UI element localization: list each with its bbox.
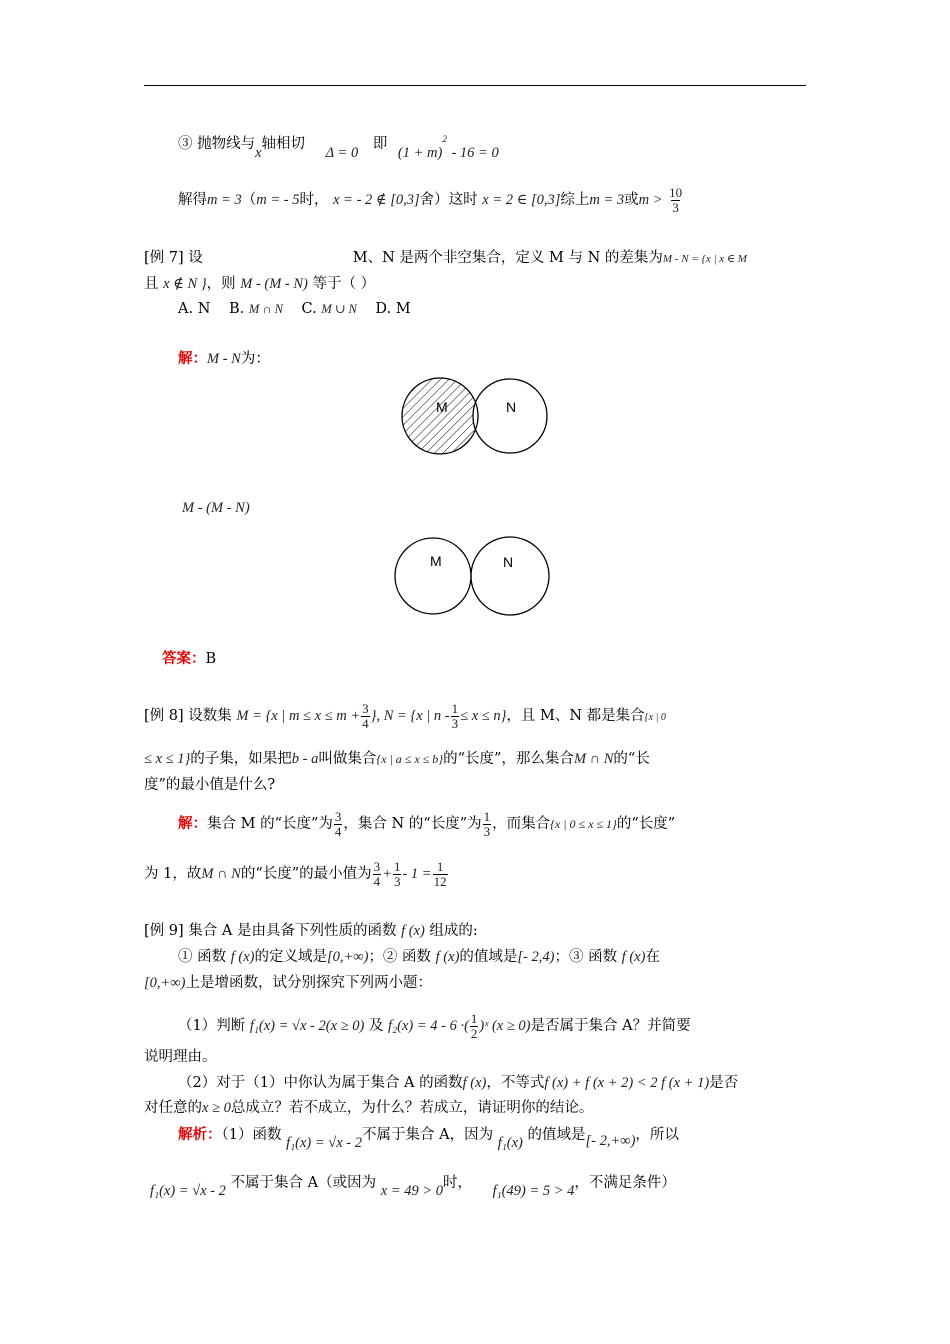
math-expr: M = {x | m ≤ x ≤ m +	[236, 708, 361, 725]
text: 是否属于集合 A？并简要	[530, 1018, 691, 1035]
math-expr: b - a	[291, 751, 319, 767]
example-9-question2	[178, 1076, 738, 1091]
example-8-line2	[144, 752, 650, 767]
denominator: 4	[334, 823, 342, 839]
math-expr: ≤ x ≤ 1}	[144, 751, 191, 767]
text: 及	[368, 1018, 384, 1035]
text: （1）函数	[221, 1127, 282, 1143]
math-expr: M ∩ N	[573, 751, 614, 767]
text: 的“长度”的最小值为	[240, 866, 372, 883]
text: 说明理由。	[144, 1049, 217, 1065]
fraction	[433, 860, 448, 888]
math-expr: M - N	[207, 351, 241, 367]
math-expr: M - (M - N)	[182, 500, 250, 516]
math-expr: [0,+∞)	[326, 949, 369, 965]
text: 上是增函数，试分别探究下列两小题：	[185, 975, 432, 991]
solution-label: 解：	[178, 815, 207, 833]
math-expr: [- 2,4)	[517, 949, 555, 965]
math-expr: {x | 0 ≤ x ≤ 1}	[550, 817, 617, 832]
text: 不属于集合 A，因为	[362, 1127, 494, 1143]
example-8-line1	[144, 702, 666, 730]
numerator: 3	[373, 859, 381, 874]
text: 舍）这时	[419, 192, 478, 209]
math-expr: M - N = {x | x ∈ M	[662, 253, 747, 265]
math-expr: - 16 = 0	[451, 144, 499, 161]
example-9-line2	[178, 950, 660, 965]
text: [例 8] 设数集	[144, 708, 232, 725]
example-9-line1	[144, 924, 478, 939]
numerator: 10	[669, 185, 683, 200]
math-expr: m = - 5	[256, 192, 300, 209]
solution-label: 解析：	[178, 1126, 222, 1143]
label-n: N	[506, 399, 517, 415]
example-8-solution-line1	[178, 810, 675, 838]
fraction	[334, 810, 343, 838]
option-b: B.	[229, 301, 245, 317]
text: 轴相切	[261, 135, 306, 152]
text: M、N 是两个非空集合，定义 M 与 N 的差集为	[352, 250, 663, 266]
math-x: x	[255, 144, 262, 161]
text: 在	[645, 949, 660, 965]
math-expr: f₁(49) = 5 > 4	[492, 1183, 575, 1199]
text: 的“长	[613, 751, 650, 767]
text: 等于（ ）	[312, 276, 376, 292]
text: （	[241, 192, 257, 209]
answer-label: 答案：	[162, 650, 206, 667]
solution-label: 解：	[178, 350, 207, 367]
example-9-question1	[178, 1012, 691, 1040]
example-9-solution-line1	[178, 1126, 679, 1151]
text: ，而集合	[492, 816, 551, 833]
label-m: M	[436, 399, 448, 415]
math-expr: )ˣ (x ≥ 0)	[479, 1018, 531, 1035]
numerator: 1	[470, 1011, 478, 1026]
math-expr: f (x)	[462, 1075, 487, 1091]
numerator: 1	[483, 809, 491, 824]
circle-n	[473, 379, 547, 453]
math-expr: [0,+∞)	[144, 975, 186, 991]
text: （1）判断	[178, 1018, 246, 1035]
math-expr: f (x) + f (x + 2) < 2 f (x + 1)	[544, 1075, 710, 1091]
text: 时，	[443, 1175, 472, 1191]
fraction	[483, 810, 492, 838]
math-expr: f (x)	[435, 949, 460, 965]
numerator: 3	[334, 809, 342, 824]
example-7-answer	[162, 652, 216, 667]
text: ① 函数	[178, 949, 227, 965]
text: 的值域是	[459, 949, 518, 965]
math-expr: f₁(x)	[497, 1135, 523, 1151]
text: ；③ 函数	[554, 949, 618, 965]
math-expr: M - (M - N)	[240, 276, 308, 292]
math-expr: f (x)	[230, 949, 255, 965]
fraction	[470, 1012, 479, 1040]
example-9-solution-line2	[150, 1175, 676, 1199]
fraction	[361, 702, 370, 730]
fraction	[393, 860, 402, 888]
math-expr: M ∪ N	[321, 302, 357, 316]
example-7-line2	[144, 277, 375, 292]
denominator: 3	[393, 873, 401, 889]
example-9-question2-cont	[144, 1101, 593, 1116]
text: 时，	[299, 192, 329, 209]
text: 为 1，故	[144, 866, 202, 883]
denominator: 4	[373, 873, 381, 889]
text: 且	[144, 276, 159, 292]
math-expr: - 1 =	[402, 866, 432, 883]
circle-n	[471, 537, 549, 615]
text: 叫做集合	[318, 751, 377, 767]
text: 度”的最小值是什么?	[144, 777, 276, 793]
math-exp: 2	[442, 134, 447, 144]
text: 总成立？若不成立，为什么？若成立，请证明你的结论。	[230, 1100, 594, 1116]
fraction	[451, 702, 460, 730]
math-expr: x ∉ N }	[163, 276, 207, 292]
math-expr: m = 3	[589, 192, 625, 209]
text: ，且 M、N 都是集合	[506, 708, 645, 725]
label-n: N	[503, 554, 514, 570]
text: ，所以	[635, 1127, 679, 1143]
math-expr: M ∩ N	[201, 866, 241, 883]
math-expr: x = 49 > 0	[380, 1183, 443, 1199]
text: 或	[624, 192, 639, 209]
math-expr: f₁(x) = √x - 2	[150, 1183, 226, 1199]
numerator: 1	[451, 701, 459, 716]
venn-diagram-m-minus-m-minus-n	[385, 525, 565, 630]
numerator: 1	[393, 859, 401, 874]
text: ③ 抛物线与	[178, 135, 256, 152]
text: ，集合 N 的“长度”为	[343, 816, 482, 833]
example-9-line3	[144, 976, 432, 991]
label-m: M	[430, 553, 442, 569]
venn-diagram-m-minus-n	[390, 370, 560, 475]
math-expr: (1 + m)	[397, 144, 443, 161]
math-expr: }, N = {x | n -	[370, 708, 450, 725]
math-expr: x = 2 ∈ [0,3]	[482, 192, 561, 209]
text: 是否	[709, 1075, 739, 1091]
text: 即	[372, 135, 388, 152]
text: ，则	[206, 276, 236, 292]
numerator: 3	[362, 701, 369, 716]
denominator: 12	[433, 873, 447, 889]
paragraph-tangent-condition	[178, 134, 499, 161]
denominator: 4	[362, 715, 369, 731]
text: ，不满足条件）	[574, 1175, 676, 1191]
example-8-line3	[144, 778, 275, 793]
text: 解得	[178, 192, 207, 209]
math-expr: f₁(x) = √x - 2	[286, 1135, 363, 1151]
example-7-options	[178, 302, 411, 317]
text: 对任意的	[144, 1100, 202, 1116]
paragraph-solution-m	[178, 186, 684, 214]
text: [例 7] 设	[144, 250, 203, 266]
text: 的子集，如果把	[190, 751, 292, 767]
text: 的“长度”，那么集合	[443, 751, 574, 767]
math-expr: f (x)	[621, 949, 646, 965]
math-expr: x = - 2 ∉ [0,3]	[333, 192, 420, 209]
math-expr: f (x)	[401, 923, 425, 939]
text: （2）对于（1）中你认为属于集合 A 的函数	[178, 1075, 463, 1091]
text: 综上	[560, 192, 590, 209]
text: 的“长度”	[616, 816, 676, 833]
option-a: A. N	[178, 301, 211, 317]
text: 的值域是	[527, 1127, 586, 1143]
denominator: 3	[672, 199, 679, 215]
text: 集合 M 的“长度”为	[207, 816, 333, 833]
math-expr: m = 3	[207, 192, 242, 209]
math-expr: {x | a ≤ x ≤ b}	[376, 752, 444, 766]
text: [例 9] 集合 A 是由具备下列性质的函数	[144, 923, 397, 939]
text: ；② 函数	[368, 949, 432, 965]
math-expr: +	[382, 866, 392, 883]
option-c: C.	[301, 301, 317, 317]
text: ，不等式	[486, 1075, 545, 1091]
text: 不属于集合 A（或因为	[230, 1175, 377, 1191]
example-7-expr2	[182, 501, 250, 516]
denominator: 3	[451, 715, 459, 731]
text: 组成的:	[429, 923, 478, 939]
fraction	[668, 186, 683, 214]
math-delta: Δ = 0	[325, 144, 359, 161]
math-expr: x ≥ 0	[202, 1100, 231, 1116]
circle-m	[395, 538, 471, 614]
text: 为：	[240, 351, 270, 367]
math-expr: {x | 0	[644, 712, 666, 724]
example-8-solution-line2	[144, 860, 449, 888]
example-7-solution-label	[178, 352, 270, 367]
header-rule	[144, 85, 806, 86]
numerator: 1	[436, 859, 444, 874]
answer-value: B	[205, 651, 217, 667]
math-expr: [- 2,+∞)	[585, 1133, 636, 1149]
example-9-question1-cont	[144, 1050, 217, 1065]
denominator: 3	[483, 823, 491, 839]
option-d: D. M	[375, 301, 411, 317]
math-expr: ≤ x ≤ n}	[460, 708, 507, 725]
math-expr: m >	[638, 192, 663, 209]
math-expr: M ∩ N	[248, 302, 283, 316]
math-expr: f₁(x) = √x - 2(x ≥ 0)	[249, 1018, 365, 1035]
example-7-line1	[144, 251, 747, 266]
fraction	[373, 860, 382, 888]
math-expr: f₂(x) = 4 - 6 ·(	[388, 1018, 469, 1035]
denominator: 2	[470, 1025, 478, 1041]
text: 的定义域是	[254, 949, 327, 965]
